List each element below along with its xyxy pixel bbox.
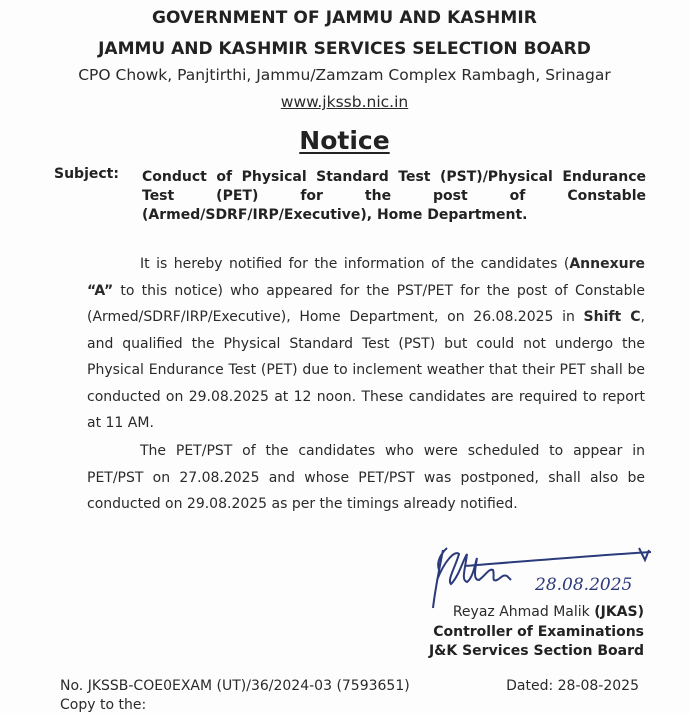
signatory-name: Reyaz Ahmad Malik — [452, 604, 590, 620]
body-paragraph-1 — [87, 251, 645, 437]
signatory-designation: Controller of Examinations — [433, 624, 644, 640]
government-heading: GOVERNMENT OF JAMMU AND KASHMIR — [152, 8, 537, 28]
reference-number: No. JKSSB-COE0EXAM (UT)/36/2024-03 (7593651) — [60, 678, 410, 694]
handwritten-signature — [425, 540, 665, 610]
p2-text: The PET/PST of the candidates who were scheduled to appear in PET/PST on 27.08.2025 and whose PET/PST was postponed, shall also be conducted on 29.08.2025 as per the timings already notified. — [87, 443, 645, 512]
p1-text-a: It is hereby notified for the information of the candidates ( — [140, 256, 570, 272]
subject-label: Subject: — [54, 166, 119, 182]
signature-date: 28.08.2025 — [535, 575, 633, 595]
notice-title: Notice — [299, 126, 390, 155]
website-link[interactable]: www.jkssb.nic.in — [280, 93, 409, 111]
notice-title-wrap — [0, 126, 689, 155]
annexure-reference: Annexure “A” — [87, 256, 645, 299]
website-line — [0, 93, 689, 111]
board-heading: JAMMU AND KASHMIR SERVICES SELECTION BOARD — [98, 39, 591, 59]
p1-text-b: to this notice) who appeared for the PST/PET for the post of Constable (Armed/SDRF/IRP/Executive), Home Department, on 26.08.2025 in — [87, 282, 645, 325]
shift-reference: Shift C — [583, 309, 641, 325]
signatory-service: (JKAS) — [594, 604, 644, 620]
body-paragraph-2 — [87, 438, 645, 518]
signatory-name-line — [453, 604, 644, 620]
dated-line: Dated: 28-08-2025 — [506, 678, 639, 694]
board-address: CPO Chowk, Panjtirthi, Jammu/Zamzam Complex Rambagh, Srinagar — [78, 66, 611, 84]
p1-text-c: , and qualified the Physical Standard Test (PST) but could not undergo the Physical Endurance Test (PET) due to inclement weather that their PET shall be conducted on 29.08.2025 at 12 noon. These candidates are required to report at 11 AM. — [87, 309, 645, 431]
signatory-organization: J&K Services Section Board — [428, 643, 644, 659]
copy-to-line: Copy to the: — [60, 697, 147, 713]
subject-text: Conduct of Physical Standard Test (PST)/Physical Endurance Test (PET) for the post of Constable (Armed/SDRF/IRP/Executive), Home Department. — [142, 169, 646, 223]
